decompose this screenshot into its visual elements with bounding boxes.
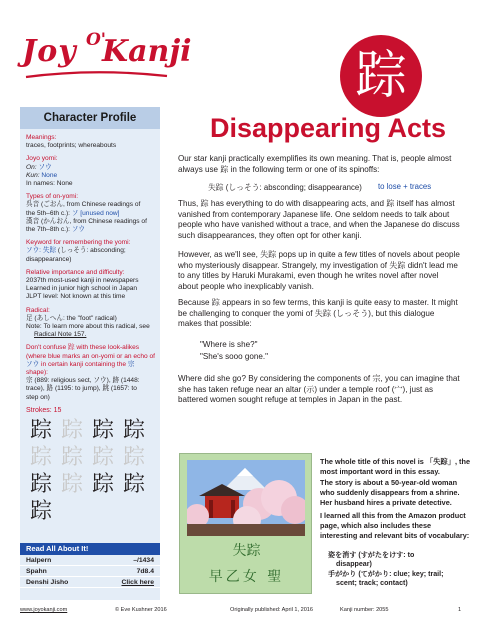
stroke-step: 踪 xyxy=(29,472,52,498)
meanings-label: Meanings: xyxy=(26,134,57,141)
keyword-gloss-2: disappearance) xyxy=(26,255,72,263)
stroke-order-grid xyxy=(26,418,155,525)
lookalike-line-1: 宗 (889: religious sect, ソウ), 跡 (1448: xyxy=(26,377,140,385)
denshi-jisho-link[interactable]: Click here xyxy=(121,579,154,586)
page-number: 1 xyxy=(458,607,462,613)
lookalikes-label-2: (where blue marks an on-yomi or an echo of xyxy=(26,352,156,360)
vocab-item xyxy=(328,551,470,589)
lookalikes-shape: 宗 xyxy=(127,360,135,368)
joyo-yomi-label: Joyo yomi: xyxy=(26,155,58,163)
joyo-yomi-section xyxy=(26,155,155,188)
kun-label: Kun: xyxy=(26,171,40,179)
kun-value: None xyxy=(41,171,58,179)
stroke-step: 踪 xyxy=(29,445,52,471)
book-text-amazon: I learned all this from the Amazon product page, which also includes these interesting and relevant bits of vocabulary: xyxy=(320,511,470,540)
radical-value: 足 (あしへん: the "foot" radical) xyxy=(26,314,117,322)
paragraph-disappearing: Thus, 踪 has everything to do with disappearing acts, and 踪 itself has almost vanished from contemporary Japanese life. One seldom needs to talk about people who have vanished without a trace, and when the Japanese do discuss such disappearances, they often opt for other kanji. xyxy=(178,199,460,240)
featured-kanji-badge: 踪 xyxy=(340,35,422,117)
stroke-step: 踪 xyxy=(60,445,83,471)
reference-name: Denshi Jisho xyxy=(26,579,69,586)
on-yomi-types-section xyxy=(26,193,155,234)
importance-school: Learned in junior high school in Japan xyxy=(26,285,138,293)
book-cover-image[interactable] xyxy=(179,453,312,594)
book-cover-author: 早乙女 聖 xyxy=(208,569,285,585)
on-yomi-types-label: Types of on-yomi: xyxy=(26,193,79,201)
dialog-line: "Where is she?" xyxy=(200,340,258,349)
lookalikes-label-4: shape): xyxy=(26,369,48,377)
lookalike-line-2: trace), 路 (1195: to jump), 跳 (1657: to xyxy=(26,385,137,393)
copyright: © Eve Kushner 2016 xyxy=(115,607,167,613)
importance-label: Relative importance and difficulty: xyxy=(26,268,125,276)
radical-label: Radical: xyxy=(26,306,50,314)
read-all-about-it-box xyxy=(20,543,160,588)
names-value: In names: None xyxy=(26,180,73,188)
radical-note: Note: To learn more about this radical, see xyxy=(26,323,150,331)
unused-tag: [unused now] xyxy=(80,209,120,217)
reference-value: 7d8.4 xyxy=(136,568,154,575)
book-text-story: The story is about a 50-year-old woman who suddenly disappears from a shrine. Her husband hires a private detective. xyxy=(320,478,460,507)
example-gloss: to lose + traces xyxy=(378,182,432,191)
reference-value: –/1434 xyxy=(133,557,154,564)
vocab-line: 姿を消す (すがたをけす: to xyxy=(328,551,415,559)
lookalike-line-3: step on) xyxy=(26,393,50,401)
importance-jlpt: JLPT level: Not known at this time xyxy=(26,293,126,301)
essay-title: Disappearing Acts xyxy=(209,113,447,143)
meanings-section xyxy=(26,134,155,150)
logo-o-text: O' xyxy=(86,30,107,50)
stroke-step: 踪 xyxy=(122,418,145,444)
paragraph-intro: Our star kanji practically exemplifies its own meaning. That is, people almost always use 踪 in the following term or one of its spinoffs: xyxy=(178,154,452,174)
kan-on-line-2: the 7th–8th c.): xyxy=(26,226,70,234)
logo-swoosh-icon xyxy=(24,70,169,80)
sidebar-heading: Character Profile xyxy=(20,107,160,129)
lookalikes-yomi: ソウ xyxy=(26,360,40,368)
paragraph-components: Where did she go? By considering the components of 宗, you can imagine that she has taken refuge near an altar (示) under a temple roof (宀), just as battered women sought refuge at temples in Japan in the past. xyxy=(178,374,460,405)
vocab-line: disappear) xyxy=(336,560,372,569)
importance-section xyxy=(26,269,155,302)
go-on-line: 呉音 (ごおん, from Chinese readings of xyxy=(26,201,141,209)
stroke-step: 踪 xyxy=(60,472,83,498)
character-profile-sidebar xyxy=(20,107,160,600)
book-cover-title: 失踪 xyxy=(232,543,261,559)
lookalikes-section xyxy=(26,344,155,401)
go-on-line-2: the 5th–6th c.): xyxy=(26,209,70,217)
meanings-value: traces, footprints; whereabouts xyxy=(26,142,117,150)
stroke-step: 踪 xyxy=(122,445,145,471)
vocab-line: scent; track; contact) xyxy=(336,579,408,588)
keyword-section xyxy=(26,239,155,264)
kan-on-value: ソウ xyxy=(71,226,86,234)
reference-row xyxy=(20,577,160,588)
keyword-label: Keyword for remembering the yomi: xyxy=(26,239,131,247)
joyo-kanji-logo[interactable] xyxy=(22,30,192,80)
book-text-title: The whole title of this novel is 「失踪」, the most important word in this essay. xyxy=(320,457,471,476)
dialog-line: "She's sooo gone." xyxy=(200,352,269,361)
on-label: On: xyxy=(26,163,37,171)
stroke-step: 踪 xyxy=(122,472,145,498)
kan-on-line: 漢音 (かんおん, from Chinese readings of xyxy=(26,217,147,225)
example-term: 失踪 (しっそう: absconding; disappearance) xyxy=(208,183,362,192)
keyword-kanji: 失踪 xyxy=(42,247,57,255)
read-all-about-it-heading: Read All About It! xyxy=(20,543,160,555)
publish-date: Originally published: April 1, 2016 xyxy=(230,607,314,613)
stroke-step: 踪 xyxy=(91,472,114,498)
reference-name: Spahn xyxy=(26,568,47,575)
stroke-step: 踪 xyxy=(91,445,114,471)
reference-name: Halpern xyxy=(26,557,52,564)
lookalikes-label-3: in certain kanji containing the xyxy=(41,360,127,368)
stroke-step: 踪 xyxy=(29,499,52,525)
keyword-gloss: (しっそう: absconding; xyxy=(57,247,126,255)
paragraph-novels: However, as we'll see, 失踪 pops up in quite a few titles of novels about people who mysteriously disappear. Strangely, my investigation of 失踪 didn't lead me to any titles by Haruki Murakami, even though he writes novel after novel about people who inexplicably vanish. xyxy=(178,250,460,291)
kanji-number: Kanji number: 2055 xyxy=(340,607,389,613)
keyword-prefix: ソウ: xyxy=(26,247,42,255)
lookalikes-label: Don't confuse 踪 with these look-alikes xyxy=(26,344,140,352)
temple-cherry-blossom-photo xyxy=(187,460,305,536)
page-footer xyxy=(20,607,465,617)
reference-row xyxy=(20,555,160,566)
logo-kanji-text: Kanji xyxy=(102,34,192,69)
logo-joy-text: Joy xyxy=(22,34,77,69)
radical-note-link[interactable]: Radical Note 157. xyxy=(34,331,87,339)
on-value: ソウ xyxy=(38,163,52,171)
paragraph-mastery: Because 踪 appears in so few terms, this kanji is quite easy to master. It might be challenging to conquer the yomi of 失踪 (しっそう), but this dialogue makes that possible: xyxy=(178,298,458,329)
stroke-step: 踪 xyxy=(60,418,83,444)
importance-frequency: 2037th most-used kanji in newspapers xyxy=(26,277,139,285)
strokes-label: Strokes: 15 xyxy=(26,406,62,414)
reference-row xyxy=(20,566,160,577)
site-link[interactable]: www.joyokanji.com xyxy=(20,607,68,613)
vocab-line: 手がかり (てがかり: clue; key; trail; xyxy=(328,569,444,578)
stroke-step: 踪 xyxy=(91,418,114,444)
radical-section xyxy=(26,307,155,340)
stroke-step: 踪 xyxy=(29,418,52,444)
go-on-value: ソ xyxy=(71,209,79,217)
